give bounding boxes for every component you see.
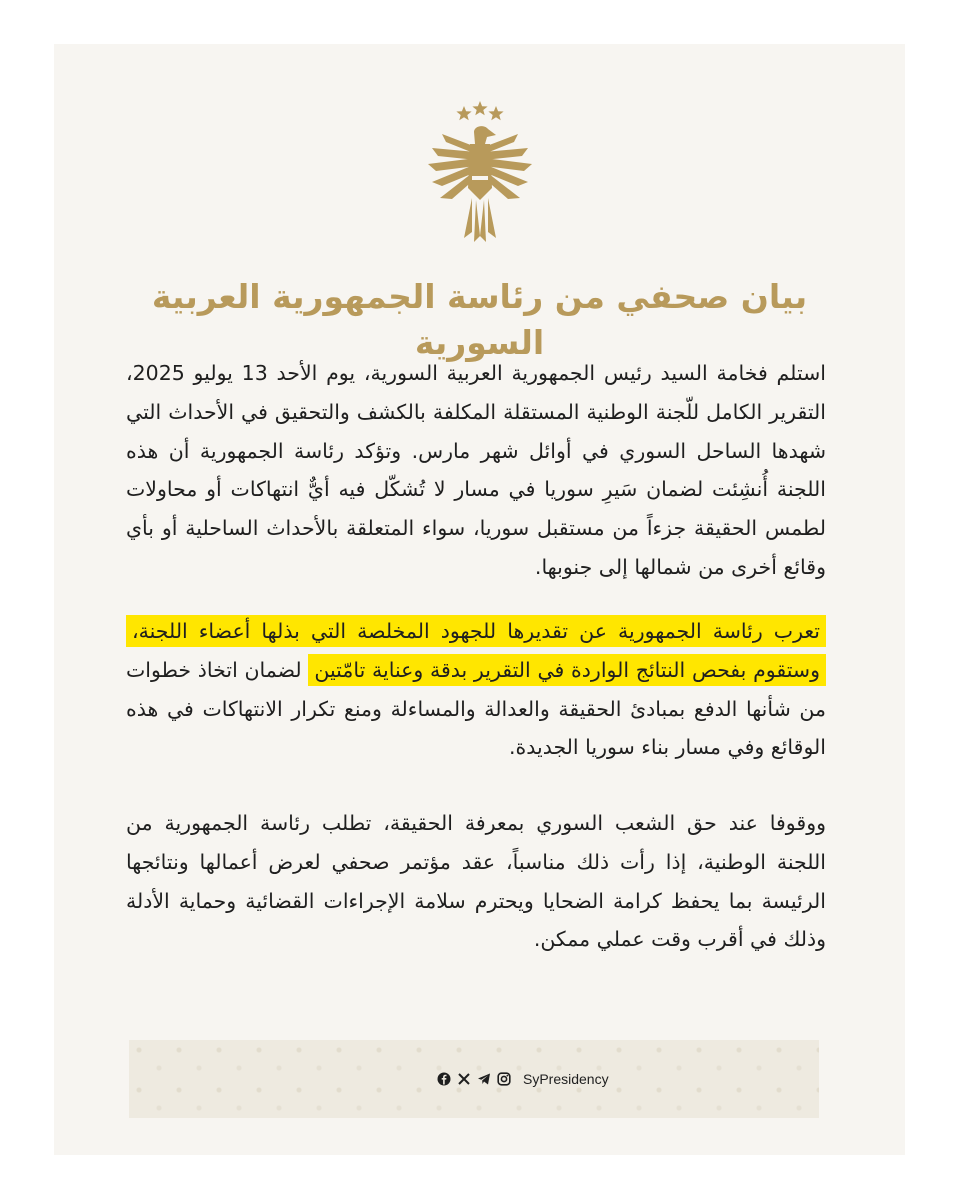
highlighted-sentence-2: وستقوم بفحص النتائج الواردة في التقرير بدقة وعناية تامّتين bbox=[308, 654, 826, 686]
statement-title: بيان صحفي من رئاسة الجمهورية العربية السورية bbox=[151, 277, 808, 362]
social-links bbox=[437, 1070, 609, 1088]
facebook-icon[interactable] bbox=[437, 1072, 451, 1086]
telegram-icon[interactable] bbox=[477, 1072, 491, 1086]
star-icon bbox=[488, 106, 503, 120]
star-icon bbox=[456, 106, 471, 120]
x-icon[interactable] bbox=[457, 1072, 471, 1086]
highlighted-sentence-1: تعرب رئاسة الجمهورية عن تقديرها للجهود المخلصة التي بذلها أعضاء اللجنة، bbox=[126, 615, 826, 647]
eagle-emblem-icon bbox=[426, 92, 534, 254]
paragraph-2 bbox=[126, 612, 826, 767]
paragraph-3: ووقوفا عند حق الشعب السوري بمعرفة الحقيقة، تطلب رئاسة الجمهورية من اللجنة الوطنية، إذا رأت ذلك مناسباً، عقد مؤتمر صحفي لعرض أعمالها ونتائجها الرئيسة بما يحفظ كرامة الضحايا ويحترم سلامة الإجراءات القضائية وحماية الأدلة وذلك في أقرب وقت عملي ممكن. bbox=[126, 811, 826, 952]
paragraph-2-text: لضمان اتخاذ خطوات من شأنها الدفع بمبادئ الحقيقة والعدالة والمساءلة ومنع تكرار الانتهاكات في هذه الوقائع وفي مسار بناء سوريا الجديدة. bbox=[126, 657, 826, 760]
footer-bar bbox=[129, 1040, 819, 1118]
statement-card bbox=[54, 44, 905, 1155]
star-icon bbox=[472, 101, 487, 115]
social-handle[interactable]: SyPresidency bbox=[523, 1071, 609, 1087]
instagram-icon[interactable] bbox=[497, 1072, 511, 1086]
paragraph-1: استلم فخامة السيد رئيس الجمهورية العربية السورية، يوم الأحد 13 يوليو 2025، التقرير الكامل للّجنة الوطنية المستقلة المكلفة بالكشف والتحقيق في الأحداث التي شهدها الساحل السوري في أوائل شهر مارس. وتؤكد رئاسة الجمهورية أن هذه اللجنة أُنشِئت لضمان سَيرِ سوريا في مسار لا تُشكّل فيه أيٌّ انتهاكات أو محاولات لطمس الحقيقة جزءاً من مستقبل سوريا، سواء المتعلقة بالأحداث الساحلية أو بأي وقائع أخرى من شمالها إلى جنوبها. bbox=[126, 361, 827, 579]
